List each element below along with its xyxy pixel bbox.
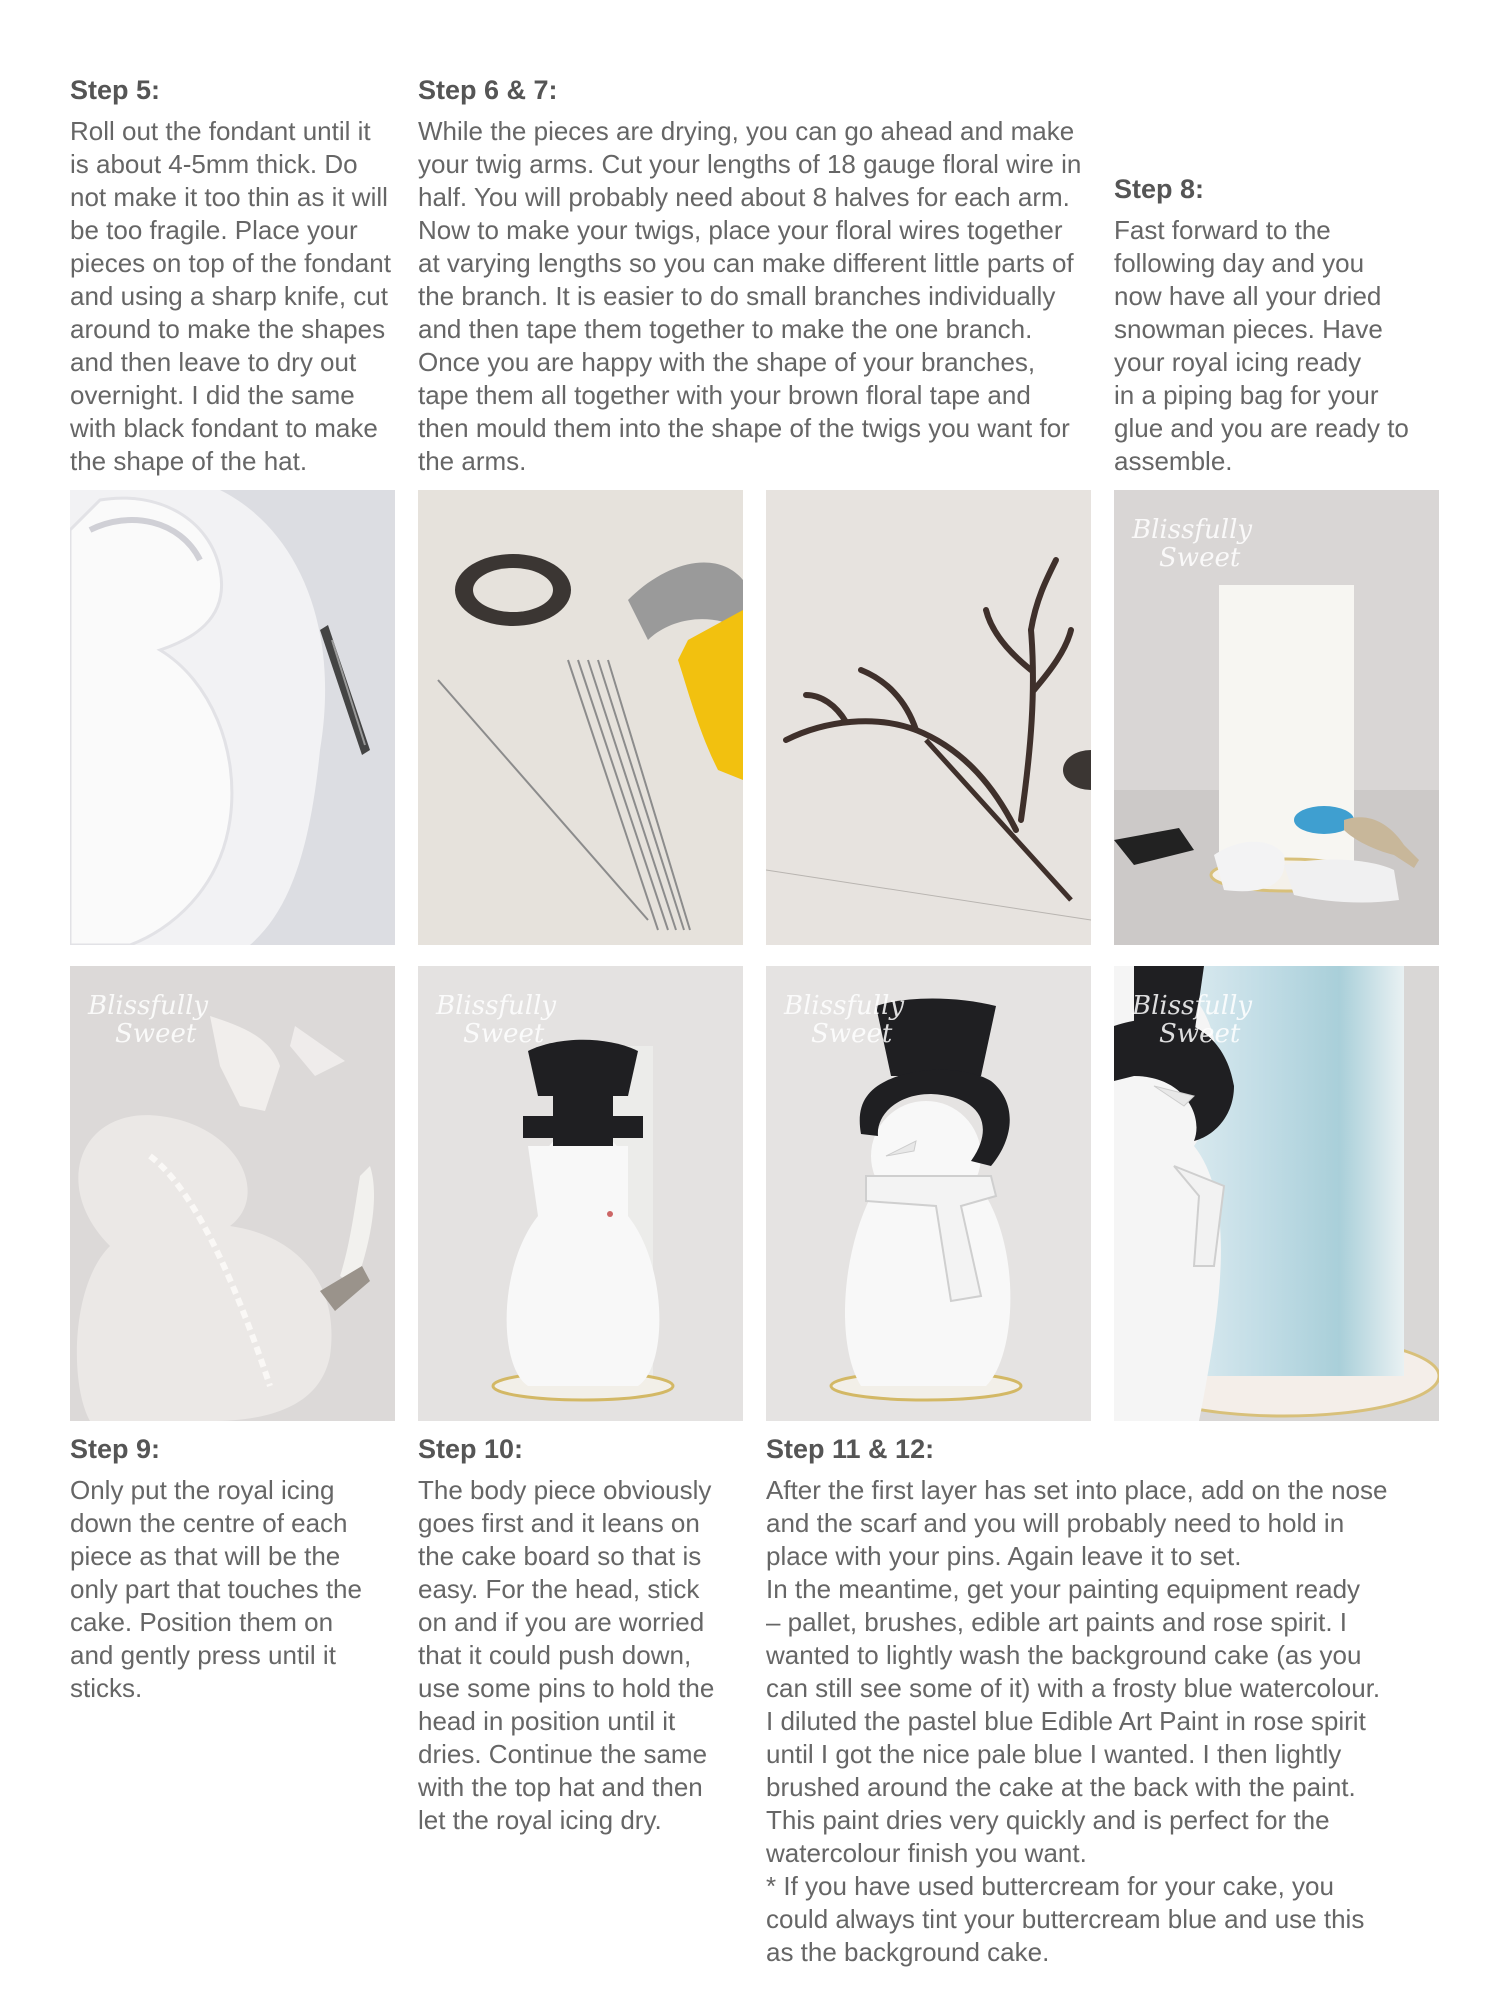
text-line: at varying lengths so you can make different little parts of [418,248,1074,278]
text-line: the branch. It is easier to do small branches individually [418,281,1056,311]
text-line: until I got the nice pale blue I wanted. I then lightly [766,1739,1342,1769]
text-line: your twig arms. Cut your lengths of 18 gauge floral wire in [418,149,1082,179]
text-line: down the centre of each [70,1508,348,1538]
text-line: easy. For the head, stick [418,1574,700,1604]
text-line: cake. Position them on [70,1607,334,1637]
step-9-heading: Step 9: [70,1434,161,1464]
watermark-line-1: Blissfully [436,991,557,1021]
text-line: half. You will probably need about 8 halves for each arm. [418,182,1070,212]
text-line: and gently press until it [70,1640,336,1670]
text-line: and using a sharp knife, cut [70,281,388,311]
text-line: use some pins to hold the [418,1673,715,1703]
photo-wire-and-tape [418,490,743,945]
text-line: snowman pieces. Have [1114,314,1383,344]
text-line: Only put the royal icing [70,1475,335,1505]
text-line: glue and you are ready to [1114,413,1409,443]
text-line: is about 4-5mm thick. Do [70,149,358,179]
text-line: While the pieces are drying, you can go ahead and make [418,116,1075,146]
text-line: * If you have used buttercream for your cake, you [766,1871,1334,1901]
photo-watercolour-cake [1114,966,1439,1421]
text-line: Now to make your twigs, place your floral wires together [418,215,1063,245]
watermark-line-1: Blissfully [784,991,905,1021]
photo-nose-and-scarf [766,966,1091,1421]
text-line: pieces on top of the fondant [70,248,391,278]
step-10-text [418,1474,714,1837]
text-line: head in position until it [418,1706,676,1736]
photo-body-and-hat [418,966,743,1421]
watermark-line-1: Blissfully [88,991,209,1021]
photo-twig-arms [766,490,1091,945]
watermark-line-2: Sweet [115,1019,197,1049]
step-5-heading: Step 5: [70,75,161,105]
text-line: and then leave to dry out [70,347,357,377]
watermark-line-2: Sweet [463,1019,545,1049]
text-line: I diluted the pastel blue Edible Art Paint in rose spirit [766,1706,1366,1736]
text-line: brushed around the cake at the back with the paint. [766,1772,1356,1802]
text-line: Fast forward to the [1114,215,1331,245]
text-line: could always tint your buttercream blue and use this [766,1904,1365,1934]
text-line: Once you are happy with the shape of your branches, [418,347,1036,377]
watermark-line-2: Sweet [811,1019,893,1049]
text-line: with the top hat and then [418,1772,703,1802]
step-6-7-heading: Step 6 & 7: [418,75,558,105]
step-8-heading: Step 8: [1114,174,1205,204]
text-line: The body piece obviously [418,1475,712,1505]
text-line: in a piping bag for your [1114,380,1379,410]
text-line: dries. Continue the same [418,1739,708,1769]
text-line: goes first and it leans on [418,1508,700,1538]
step-5-text [70,115,391,478]
photo-royal-icing-pieces [70,966,395,1421]
text-line: around to make the shapes [70,314,386,344]
text-line: that it could push down, [418,1640,692,1670]
text-line: In the meantime, get your painting equipment ready [766,1574,1361,1604]
text-line: piece as that will be the [70,1541,341,1571]
text-line: now have all your dried [1114,281,1382,311]
step-10-heading: Step 10: [418,1434,524,1464]
text-line: let the royal icing dry. [418,1805,662,1835]
text-line: watercolour finish you want. [766,1838,1087,1868]
text-line: tape them all together with your brown floral tape and [418,380,1031,410]
text-line: only part that touches the [70,1574,362,1604]
text-line: and then tape them together to make the one branch. [418,314,1033,344]
text-line: be too fragile. Place your [70,215,358,245]
text-line: – pallet, brushes, edible art paints and rose spirit. I [766,1607,1347,1637]
watermark-line-1: Blissfully [1132,515,1253,545]
text-line: sticks. [70,1673,143,1703]
text-line: and the scarf and you will probably need to hold in [766,1508,1345,1538]
text-line: the cake board so that is [418,1541,702,1571]
watermark-line-1: Blissfully [1132,991,1253,1021]
text-line: the arms. [418,446,527,476]
text-line: as the background cake. [766,1937,1050,1967]
watermark-line-2: Sweet [1159,543,1241,573]
text-line: your royal icing ready [1114,347,1362,377]
step-11-12-text [766,1474,1387,1969]
photo-assembly-supplies [1114,490,1439,945]
text-line: wanted to lightly wash the background cake (as you [766,1640,1362,1670]
text-line: with black fondant to make [70,413,378,443]
step-11-12-heading: Step 11 & 12: [766,1434,935,1464]
text-line: following day and you [1114,248,1365,278]
text-line: not make it too thin as it will [70,182,388,212]
text-line: After the first layer has set into place, add on the nose [766,1475,1388,1505]
text-line: This paint dries very quickly and is perfect for the [766,1805,1330,1835]
step-8-text [1114,214,1409,478]
photo-fondant-cutout [70,490,395,945]
text-line: Roll out the fondant until it [70,116,371,146]
watermark-line-2: Sweet [1159,1019,1241,1049]
text-line: the shape of the hat. [70,446,308,476]
step-6-7-text [418,115,1081,478]
text-line: can still see some of it) with a frosty blue watercolour. [766,1673,1381,1703]
text-line: on and if you are worried [418,1607,705,1637]
text-line: assemble. [1114,446,1233,476]
text-line: place with your pins. Again leave it to set. [766,1541,1242,1571]
text-line: then mould them into the shape of the twigs you want for [418,413,1070,443]
text-line: overnight. I did the same [70,380,355,410]
step-9-text [70,1474,362,1705]
